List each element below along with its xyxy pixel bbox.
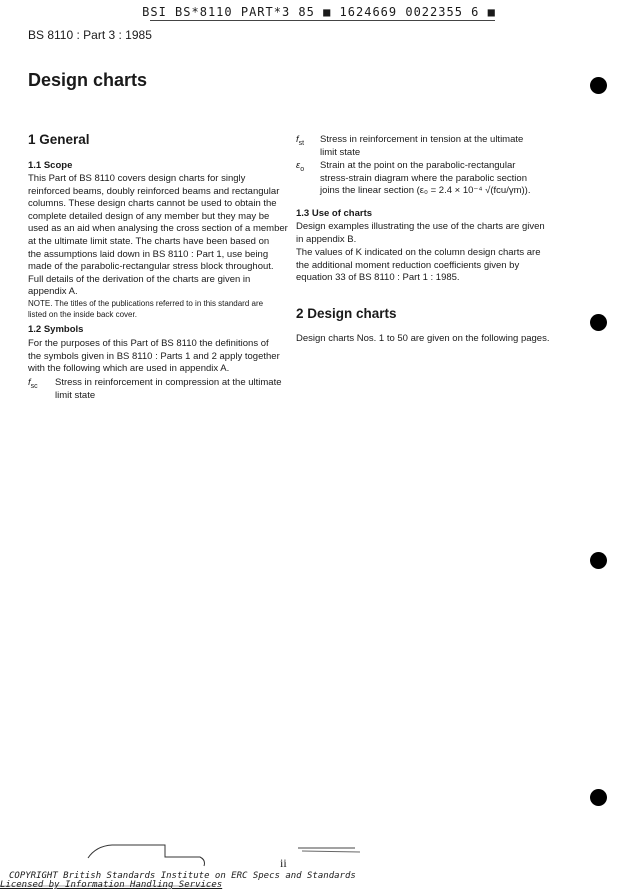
scope-line: the assumptions laid down in BS 8110 : Part 1, use being	[28, 248, 269, 260]
note-line: NOTE. The titles of the publications referred to in this standard are	[28, 299, 264, 308]
symbol-letter: f	[28, 377, 31, 388]
use-of-charts-heading: 1.3 Use of charts	[296, 208, 373, 219]
definition-line: Stress in reinforcement in tension at the ultimate	[320, 134, 524, 145]
symbols-line: the symbols given in BS 8110 : Parts 1 and 2 apply together	[28, 350, 280, 362]
scope-line: This Part of BS 8110 covers design charts for singly	[28, 173, 246, 184]
symbols-line: with the following which are used in appendix A.	[28, 363, 230, 375]
part-reference: BS 8110 : Part 3 : 1985	[28, 28, 152, 42]
symbols-heading: 1.2 Symbols	[28, 324, 84, 335]
scope-line: complete detailed design of any member but they may be	[28, 210, 270, 222]
use-line: The values of K indicated on the column design charts are	[296, 247, 541, 258]
definition-line: Stress in reinforcement in compression at the ultimate	[55, 377, 282, 388]
scope-line: reinforced beams, doubly reinforced beams and rectangular	[28, 185, 280, 197]
scope-line: used as an aid when analysing the cross section of a member	[28, 223, 288, 235]
symbol-subscript: o	[300, 165, 305, 173]
page-title: Design charts	[28, 70, 148, 90]
section-2-text: Design charts Nos. 1 to 50 are given on the following pages.	[296, 333, 550, 344]
licensed-line: Licensed by Information Handling Services	[0, 880, 223, 890]
use-line: the additional moment reduction coefficients given by	[296, 259, 520, 271]
document-code: BSI BS*8110 PART*3 85 ■ 1624669 0022355 6 ■	[142, 5, 496, 19]
scope-heading: 1.1 Scope	[28, 160, 73, 171]
symbols-line: For the purposes of this Part of BS 8110 the definitions of	[28, 338, 269, 349]
symbol-letter: f	[296, 134, 299, 145]
definition-line: limit state	[55, 389, 96, 401]
note-line: listed on the inside back cover.	[28, 309, 137, 319]
symbol-subscript: sc	[30, 382, 38, 390]
use-line: in appendix B.	[296, 233, 357, 245]
symbol-letter: ε	[296, 160, 301, 171]
copyright-line: COPYRIGHT British Standards Institute on ERC Specs and Standards	[9, 871, 356, 881]
section-1-heading: 1 General	[28, 132, 90, 147]
use-line: equation 33 of BS 8110 : Part 1 : 1985.	[296, 272, 460, 284]
definition-line: stress-strain diagram where the parabolic section	[320, 172, 527, 184]
scope-line: made of the parabolic-rectangular stress block throughout.	[28, 261, 274, 273]
scope-line: at the ultimate limit state. The charts have been based on	[28, 235, 270, 247]
definition-line: joins the linear section (ε₀ = 2.4 × 10⁻⁴ √(fcu/γm)).	[320, 185, 531, 197]
definition-line: limit state	[320, 146, 361, 158]
page-number: ii	[280, 856, 287, 870]
scope-line: appendix A.	[28, 286, 78, 298]
use-line: Design examples illustrating the use of the charts are given	[296, 221, 545, 232]
scope-line: columns. These design charts cannot be used to obtain the	[28, 198, 277, 210]
scope-line: Full details of the derivation of the charts are given in	[28, 273, 251, 285]
symbol-subscript: st	[298, 139, 305, 147]
definition-line: Strain at the point on the parabolic-rectangular	[320, 160, 516, 171]
section-2-heading: 2 Design charts	[296, 306, 397, 321]
